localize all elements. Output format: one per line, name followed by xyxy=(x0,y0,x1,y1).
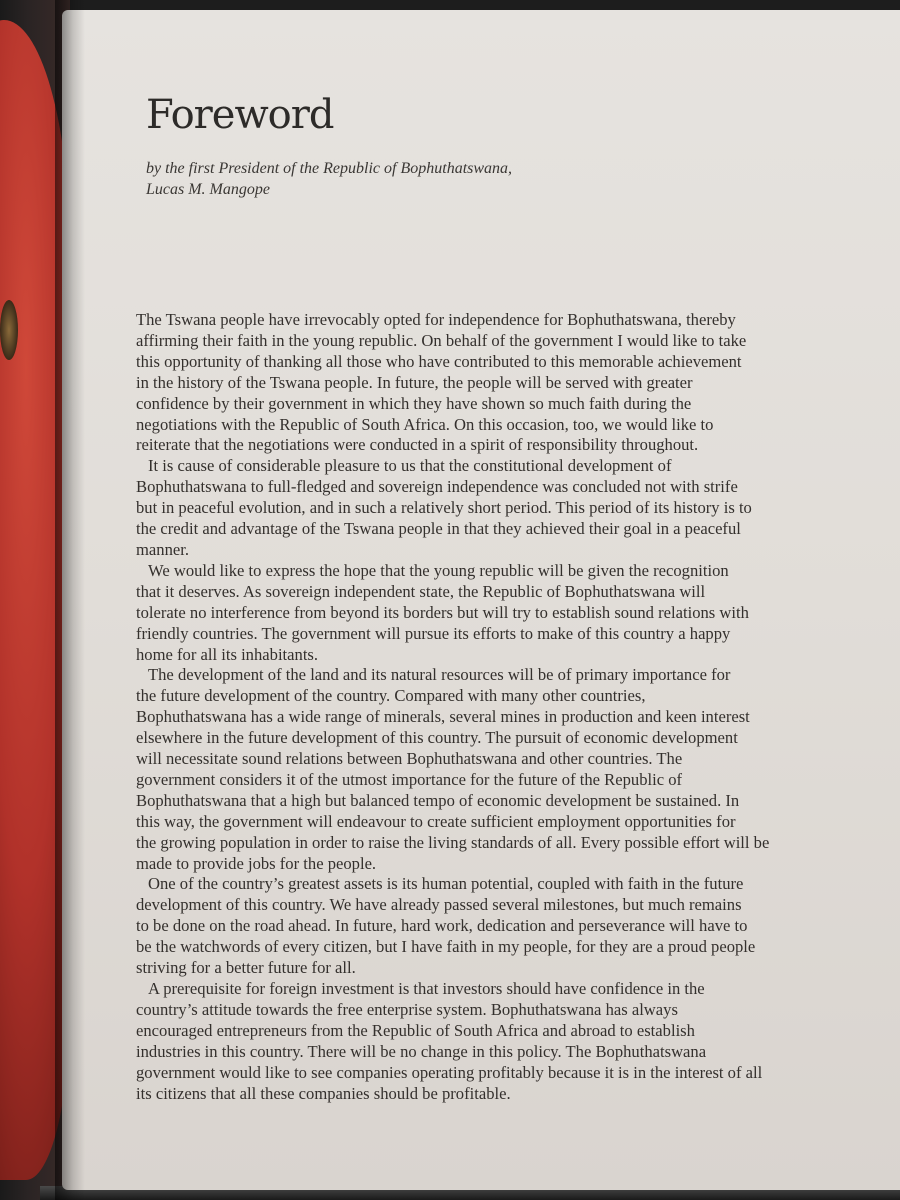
text-line: development of this country. We have already passed several milestones, but much remains xyxy=(136,895,742,915)
body-text xyxy=(136,310,856,1104)
text-line: this way, the government will endeavour to create sufficient employment opportunities for xyxy=(136,811,736,831)
text-line: The development of the land and its natural resources will be of primary importance for xyxy=(148,665,731,685)
text-line: be the watchwords of every citizen, but I have faith in my people, for they are a proud people xyxy=(136,937,756,957)
text-line: We would like to express the hope that the young republic will be given the recognition xyxy=(148,560,729,580)
text-line: friendly countries. The government will pursue its efforts to make of this country a happy xyxy=(136,623,731,643)
paragraph xyxy=(136,456,856,561)
text-line: manner. xyxy=(136,539,189,559)
text-line: that it deserves. As sovereign independent state, the Republic of Bophuthatswana will xyxy=(136,581,706,601)
text-line: the growing population in order to raise the living standards of all. Every possible effort will be xyxy=(136,832,770,852)
paragraph xyxy=(136,665,856,874)
text-line: Bophuthatswana has a wide range of minerals, several mines in production and keen interest xyxy=(136,707,750,727)
text-line: Bophuthatswana that a high but balanced tempo of economic development be sustained. In xyxy=(136,790,740,810)
paragraph xyxy=(136,874,856,979)
text-line: made to provide jobs for the people. xyxy=(136,853,377,873)
text-line: government would like to see companies operating profitably because it is in the interest of all xyxy=(136,1062,763,1082)
facing-page-detail xyxy=(0,300,18,360)
text-line: its citizens that all these companies should be profitable. xyxy=(136,1083,511,1103)
text-line: Bophuthatswana to full-fledged and sovereign independence was concluded not with strife xyxy=(136,477,738,497)
text-line: but in peaceful evolution, and in such a relatively short period. This period of its history is to xyxy=(136,498,752,518)
text-line: encouraged entrepreneurs from the Republic of South Africa and abroad to establish xyxy=(136,1020,695,1040)
text-line: will necessitate sound relations between Bophuthatswana and other countries. The xyxy=(136,749,683,769)
text-line: affirming their faith in the young republic. On behalf of the government I would like to take xyxy=(136,330,747,350)
paragraph xyxy=(136,561,856,666)
text-line: elsewhere in the future development of this country. The pursuit of economic development xyxy=(136,728,738,748)
text-line: A prerequisite for foreign investment is that investors should have confidence in the xyxy=(148,979,705,998)
text-line: government considers it of the utmost importance for the future of the Republic of xyxy=(136,769,683,789)
paragraph xyxy=(136,310,856,456)
text-line: to be done on the road ahead. In future, hard work, dedication and perseverance will have to xyxy=(136,916,748,936)
text-line: country’s attitude towards the free enterprise system. Bophuthatswana has always xyxy=(136,999,678,1019)
page-title: Foreword xyxy=(146,92,334,138)
text-line: negotiations with the Republic of South Africa. On this occasion, too, we would like to xyxy=(136,414,714,434)
gutter-shadow xyxy=(55,0,85,1200)
text-line: the future development of the country. Compared with many other countries, xyxy=(136,686,646,706)
byline xyxy=(146,158,512,200)
text-line: confidence by their government in which they have shown so much faith during the xyxy=(136,393,692,413)
text-line: striving for a better future for all. xyxy=(136,958,356,978)
text-line: in the history of the Tswana people. In future, the people will be served with greater xyxy=(136,372,693,392)
text-line: industries in this country. There will be no change in this policy. The Bophuthatswana xyxy=(136,1041,707,1061)
text-line: It is cause of considerable pleasure to us that the constitutional development of xyxy=(148,456,672,476)
text-line: the credit and advantage of the Tswana people in that they achieved their goal in a peaceful xyxy=(136,519,741,539)
text-line: reiterate that the negotiations were conducted in a spirit of responsibility throughout. xyxy=(136,435,699,455)
text-line: tolerate no interference from beyond its borders but will try to establish sound relations with xyxy=(136,602,749,622)
paragraph xyxy=(136,979,856,1104)
text-line: The Tswana people have irrevocably opted for independence for Bophuthatswana, thereby xyxy=(136,310,736,329)
text-line: this opportunity of thanking all those who have contributed to this memorable achievement xyxy=(136,351,742,371)
text-line: One of the country’s greatest assets is its human potential, coupled with faith in the future xyxy=(148,874,744,894)
text-line: home for all its inhabitants. xyxy=(136,644,319,664)
byline-line: Lucas M. Mangope xyxy=(146,181,270,198)
byline-line: by the first President of the Republic of Bophuthatswana, xyxy=(146,160,513,177)
